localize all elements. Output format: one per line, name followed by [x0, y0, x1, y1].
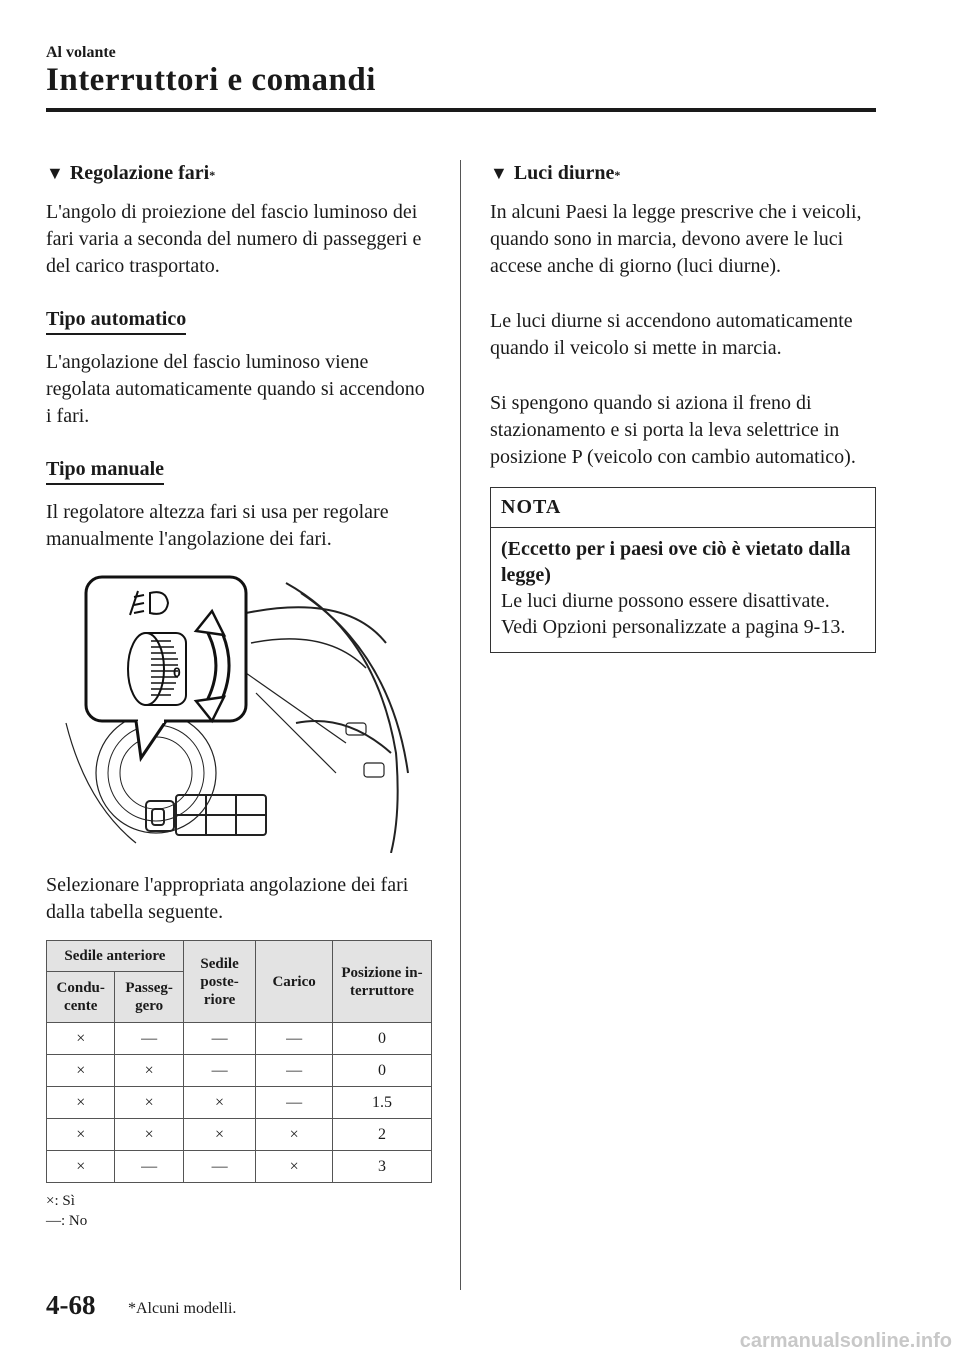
manual-type-paragraph: Il regolatore altezza fari si usa per regolare manualmente l'angolazione dei fari.: [46, 501, 389, 550]
rear-seat-header: Sedile poste- riore: [183, 941, 256, 1023]
table-cell: ×: [47, 1119, 115, 1151]
svg-text:0: 0: [173, 664, 181, 680]
load-header: Carico: [256, 941, 333, 1023]
table-cell: ×: [183, 1119, 256, 1151]
table-cell: ×: [47, 1055, 115, 1087]
table-cell: —: [256, 1055, 333, 1087]
page-number: 4-68: [46, 1290, 96, 1320]
passenger-header: Passeg- gero: [115, 972, 183, 1023]
table-cell: ×: [256, 1151, 333, 1183]
legend-no: —: No: [46, 1213, 88, 1229]
driver-header: Condu- cente: [47, 972, 115, 1023]
table-legend: [46, 1191, 434, 1231]
table-cell: ×: [47, 1151, 115, 1183]
table-cell: 0: [332, 1055, 431, 1087]
column-divider: [460, 160, 461, 1290]
table-cell: 2: [332, 1119, 431, 1151]
table-cell: —: [256, 1023, 333, 1055]
intro-paragraph: L'angolo di proiezione del fascio luminoso dei fari varia a seconda del numero di passeggeri e del carico trasportato.: [46, 201, 422, 277]
table-row: [47, 1087, 432, 1119]
table-cell: ×: [115, 1055, 183, 1087]
daytime-paragraph-2: Le luci diurne si accendono automaticamente quando il veicolo si mette in marcia.: [490, 310, 853, 359]
header-section-label: Al volante: [46, 44, 116, 61]
headlight-adjust-heading: [46, 162, 434, 185]
select-angle-paragraph: Selezionare l'appropriata angolazione dei fari dalla tabella seguente.: [46, 874, 409, 923]
table-cell: ×: [47, 1023, 115, 1055]
headlight-leveling-dial-illustration: [46, 573, 436, 853]
table-row: [47, 1119, 432, 1151]
headlight-adjust-heading-text: Regolazione fari: [69, 162, 210, 184]
manual-type-heading: Tipo manuale: [46, 458, 164, 485]
note-title: NOTA: [491, 488, 875, 528]
note-condition: (Eccetto per i paesi ove ciò è vietato dalla legge): [501, 538, 851, 586]
page-title: Interruttori e comandi: [46, 62, 376, 98]
table-row: [47, 1023, 432, 1055]
triangle-bullet-icon: ▼: [46, 163, 64, 183]
front-seat-header: Sedile anteriore: [47, 941, 184, 972]
table-cell: ×: [47, 1087, 115, 1119]
table-cell: —: [115, 1023, 183, 1055]
table-cell: ×: [256, 1119, 333, 1151]
table-cell: —: [183, 1023, 256, 1055]
note-box: [490, 487, 876, 653]
some-models-mark: *: [209, 168, 216, 182]
table-cell: 0: [332, 1023, 431, 1055]
table-row: [47, 1055, 432, 1087]
note-text: Le luci diurne possono essere disattivate. Vedi Opzioni personalizzate a pagina 9-13.: [501, 590, 846, 638]
table-row: [47, 1151, 432, 1183]
note-body: [491, 528, 875, 652]
table-cell: 1.5: [332, 1087, 431, 1119]
switch-position-header: Posizione in- terruttore: [332, 941, 431, 1023]
right-column: [490, 162, 878, 653]
table-cell: ×: [183, 1087, 256, 1119]
table-cell: —: [183, 1151, 256, 1183]
watermark: carmanualsonline.info: [739, 1330, 952, 1352]
daytime-paragraph-1: In alcuni Paesi la legge prescrive che i veicoli, quando sono in marcia, devono avere le luci accese anche di giorno (luci diurne).: [490, 201, 862, 277]
table-cell: 3: [332, 1151, 431, 1183]
auto-type-heading: Tipo automatico: [46, 308, 186, 335]
some-models-mark: *: [614, 168, 621, 182]
table-cell: ×: [115, 1087, 183, 1119]
legend-yes: ×: Sì: [46, 1193, 75, 1209]
header-rule: [46, 108, 876, 112]
table-cell: —: [256, 1087, 333, 1119]
daytime-lights-heading: [490, 162, 878, 185]
table-cell: —: [183, 1055, 256, 1087]
table-cell: —: [115, 1151, 183, 1183]
footnote: *Alcuni modelli.: [128, 1300, 237, 1317]
left-column: [46, 162, 434, 1231]
headlight-angle-table: [46, 940, 432, 1183]
daytime-paragraph-3: Si spengono quando si aziona il freno di stazionamento e si porta la leva selettrice in posizione P (veicolo con cambio automatico).: [490, 392, 856, 468]
triangle-bullet-icon: ▼: [490, 163, 508, 183]
daytime-lights-heading-text: Luci diurne: [513, 162, 615, 184]
table-cell: ×: [115, 1119, 183, 1151]
auto-type-paragraph: L'angolazione del fascio luminoso viene regolata automaticamente quando si accendono i fari.: [46, 351, 425, 427]
